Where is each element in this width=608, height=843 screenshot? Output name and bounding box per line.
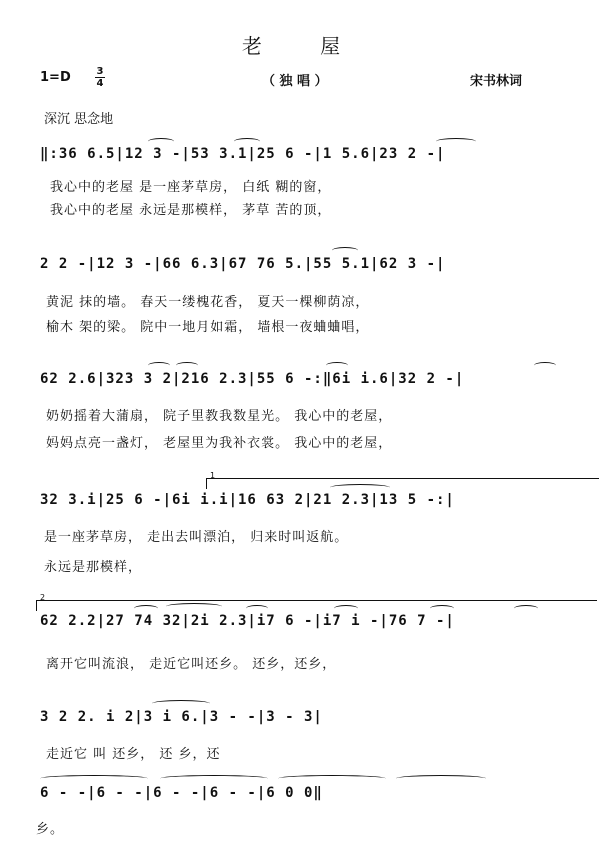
- lyric-line-4b: 永远是那模样，: [44, 560, 143, 575]
- slur: [334, 605, 358, 612]
- slur: [534, 362, 556, 369]
- slur: [166, 603, 222, 610]
- slur: [396, 775, 486, 782]
- slur: [278, 775, 386, 782]
- lyricist-credit: 宋书林词: [470, 74, 523, 89]
- performance-type: （ 独 唱 ）: [262, 74, 328, 89]
- lyric-line-3b: 妈妈点亮一盏灯， 老屋里为我补衣裳。 我心中的老屋，: [46, 436, 393, 451]
- lyric-line-4a: 是一座茅草房， 走出去叫漂泊， 归来时叫返航。: [44, 530, 349, 545]
- volta-bracket-2: [36, 593, 597, 611]
- slur: [234, 138, 260, 145]
- song-title: 老 屋: [241, 34, 367, 58]
- notation-line-1: ‖:36 6.5|12 3 -|53 3.1|25 6 -|1 5.6|23 2 -|: [40, 146, 446, 162]
- lyric-line-2b: 榆木 架的梁。 院中一地月如霜， 墙根一夜蛐蛐唱，: [46, 320, 370, 335]
- slur: [330, 484, 390, 491]
- slur: [152, 700, 210, 707]
- time-signature-top: 3: [96, 66, 104, 77]
- lyric-line-1b: 我心中的老屋 永远是那模样， 茅草 苦的顶，: [50, 203, 332, 218]
- lyric-line-3a: 奶奶摇着大蒲扇， 院子里教我数星光。 我心中的老屋，: [46, 409, 393, 424]
- slur: [436, 138, 476, 145]
- volta-number: 2: [40, 593, 46, 602]
- slur: [326, 362, 348, 369]
- slur: [176, 362, 198, 369]
- lyric-line-2a: 黄泥 抹的墙。 春天一缕槐花香， 夏天一棵柳荫凉，: [46, 295, 370, 310]
- lyric-line-5: 离开它叫流浪， 走近它叫还乡。 还乡，还乡，: [46, 657, 337, 672]
- notation-line-3: 62 2.6|323 3 2|216 2.3|55 6 -:‖6i i.6|32 2 -|: [40, 371, 465, 387]
- tempo-mark: 深沉 思念地: [44, 112, 114, 127]
- slur: [148, 138, 174, 145]
- volta-number: 1: [210, 471, 216, 480]
- lyric-line-1a: 我心中的老屋 是一座茅草房， 白纸 糊的窗，: [50, 180, 332, 195]
- time-signature-bottom: 4: [96, 78, 104, 89]
- slur: [40, 775, 148, 782]
- notation-line-6: 3 2 2. i 2|3 i 6.|3 - -|3 - 3|: [40, 709, 323, 725]
- slur: [332, 247, 358, 254]
- slur: [134, 605, 158, 612]
- slur: [148, 362, 170, 369]
- slur: [430, 605, 454, 612]
- volta-bracket-1: [206, 471, 599, 489]
- notation-line-5: 62 2.2|27 74 32|2i 2.3|i7 6 -|i7 i -|76 7 -|: [40, 613, 455, 629]
- time-signature: [94, 66, 106, 89]
- lyric-line-7: 乡。: [36, 822, 65, 837]
- key-signature: 1=D: [40, 70, 71, 85]
- notation-line-7: 6 - -|6 - -|6 - -|6 - -|6 0 0‖: [40, 785, 323, 801]
- slur: [160, 775, 268, 782]
- notation-line-2: 2 2 -|12 3 -|66 6.3|67 76 5.|55 5.1|62 3 -|: [40, 256, 446, 272]
- notation-line-4: 32 3.i|25 6 -|6i i.i|16 63 2|21 2.3|13 5 -:|: [40, 492, 455, 508]
- slur: [246, 605, 268, 612]
- slur: [514, 605, 538, 612]
- lyric-line-6: 走近它 叫 还乡， 还 乡，还: [46, 747, 221, 762]
